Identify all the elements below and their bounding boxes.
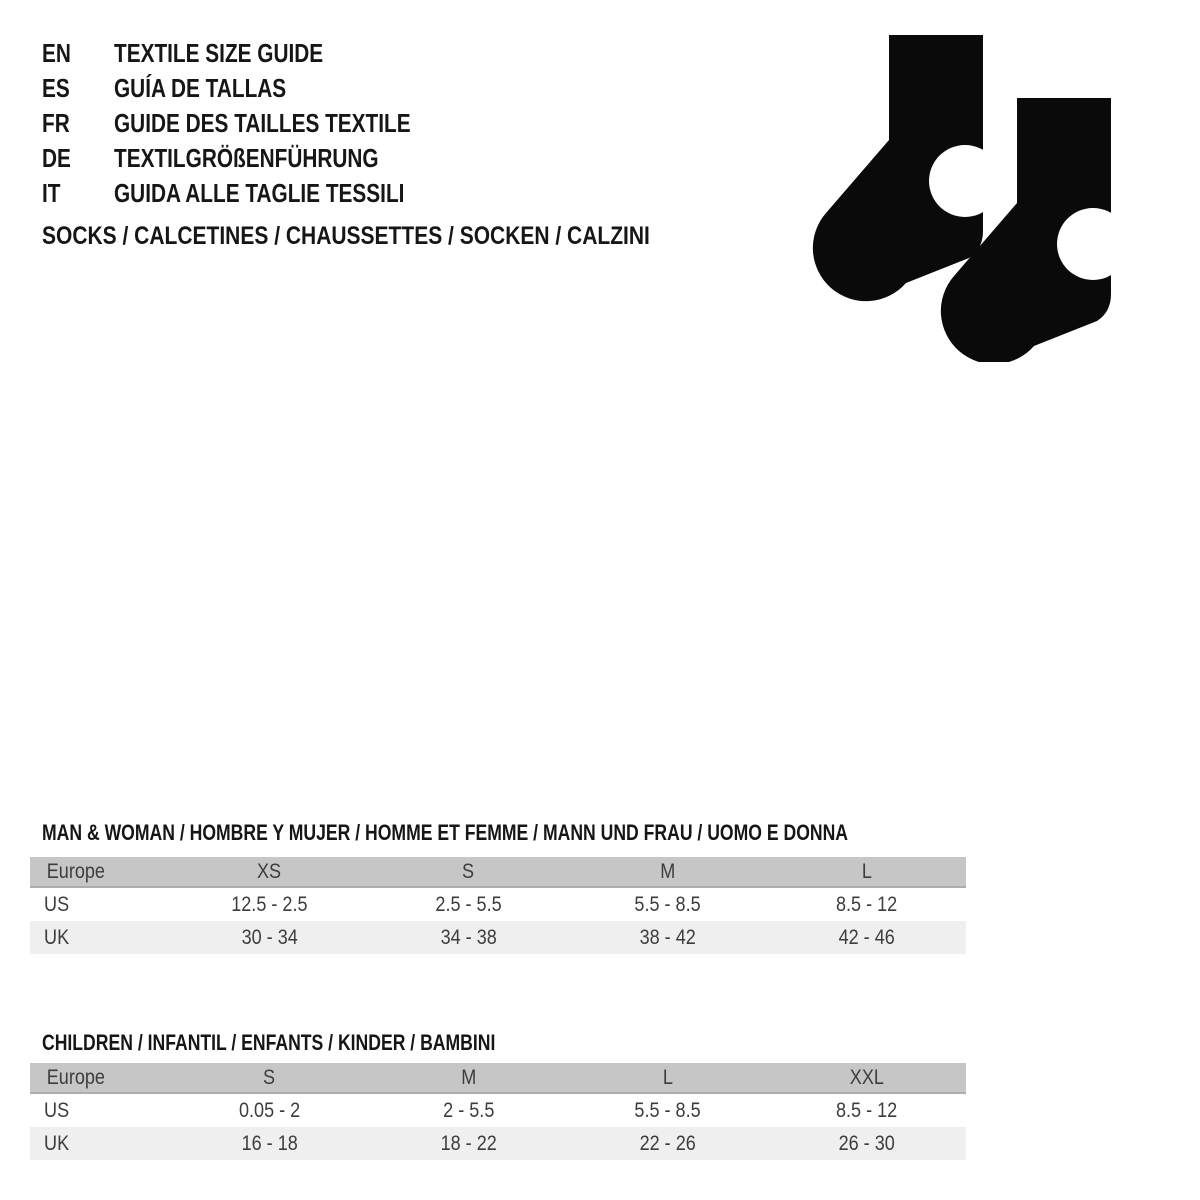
size-range: 0.05 - 2 [238, 1098, 301, 1122]
size-range: 2 - 5.5 [442, 1098, 495, 1122]
product-line-text: SOCKS / CALCETINES / CHAUSSETTES / SOCKEN / CALZINI [42, 222, 650, 250]
column-header-region: Europe [46, 859, 105, 883]
size-range: 30 - 34 [241, 925, 298, 949]
table-row-us [30, 1094, 966, 1127]
column-header-region: Europe [46, 1065, 105, 1089]
language-code: IT [42, 178, 61, 208]
row-label: UK [44, 1131, 70, 1155]
adult-table-header-row [30, 857, 966, 888]
size-range: 34 - 38 [440, 925, 497, 949]
socks-icon [812, 32, 1142, 362]
size-range: 18 - 22 [440, 1131, 497, 1155]
language-code: ES [42, 73, 70, 103]
size-range: 2.5 - 5.5 [435, 892, 502, 916]
guide-title-fr: GUIDE DES TAILLES TEXTILE [114, 108, 411, 138]
size-range: 8.5 - 12 [835, 1098, 898, 1122]
children-size-table [30, 1063, 966, 1160]
language-row-es [42, 71, 485, 106]
language-code: EN [42, 38, 71, 68]
guide-title-es: GUÍA DE TALLAS [114, 73, 287, 103]
children-table-title [42, 1030, 609, 1056]
guide-title-de: TEXTILGRÖßENFÜHRUNG [114, 143, 379, 173]
adult-table-title [42, 820, 1050, 846]
product-line [42, 222, 766, 251]
guide-title-it: GUIDA ALLE TAGLIE TESSILI [114, 178, 405, 208]
column-header-size: L [662, 1065, 673, 1089]
guide-title-en: TEXTILE SIZE GUIDE [114, 38, 324, 68]
language-code: FR [42, 108, 70, 138]
size-range: 26 - 30 [838, 1131, 895, 1155]
row-label: UK [44, 925, 70, 949]
sock-heel-cutout [1057, 208, 1129, 280]
language-row-fr [42, 106, 485, 141]
size-range: 42 - 46 [838, 925, 895, 949]
table-row-us [30, 888, 966, 921]
row-label: US [44, 1098, 70, 1122]
children-table-title-text: CHILDREN / INFANTIL / ENFANTS / KINDER / BAMBINI [42, 1030, 496, 1055]
size-range: 5.5 - 8.5 [634, 892, 701, 916]
language-row-en [42, 36, 485, 71]
column-header-size: L [861, 859, 872, 883]
column-header-size: M [659, 859, 676, 883]
table-row-uk [30, 1127, 966, 1160]
size-range: 5.5 - 8.5 [634, 1098, 701, 1122]
column-header-size: XXL [849, 1065, 884, 1089]
language-code: DE [42, 143, 71, 173]
row-label: US [44, 892, 70, 916]
size-range: 22 - 26 [639, 1131, 696, 1155]
size-range: 12.5 - 2.5 [231, 892, 308, 916]
language-row-it [42, 176, 485, 211]
language-row-de [42, 141, 485, 176]
adult-size-table [30, 857, 966, 954]
adult-table-title-text: MAN & WOMAN / HOMBRE Y MUJER / HOMME ET FEMME / MANN UND FRAU / UOMO E DONNA [42, 820, 849, 845]
column-header-size: XS [257, 859, 282, 883]
language-list [42, 36, 485, 211]
column-header-size: M [460, 1065, 477, 1089]
column-header-size: S [462, 859, 475, 883]
table-row-uk [30, 921, 966, 954]
sock-heel-cutout [929, 145, 1001, 217]
size-range: 38 - 42 [639, 925, 696, 949]
children-table-header-row [30, 1063, 966, 1094]
size-range: 8.5 - 12 [835, 892, 898, 916]
size-range: 16 - 18 [241, 1131, 298, 1155]
column-header-size: S [263, 1065, 276, 1089]
